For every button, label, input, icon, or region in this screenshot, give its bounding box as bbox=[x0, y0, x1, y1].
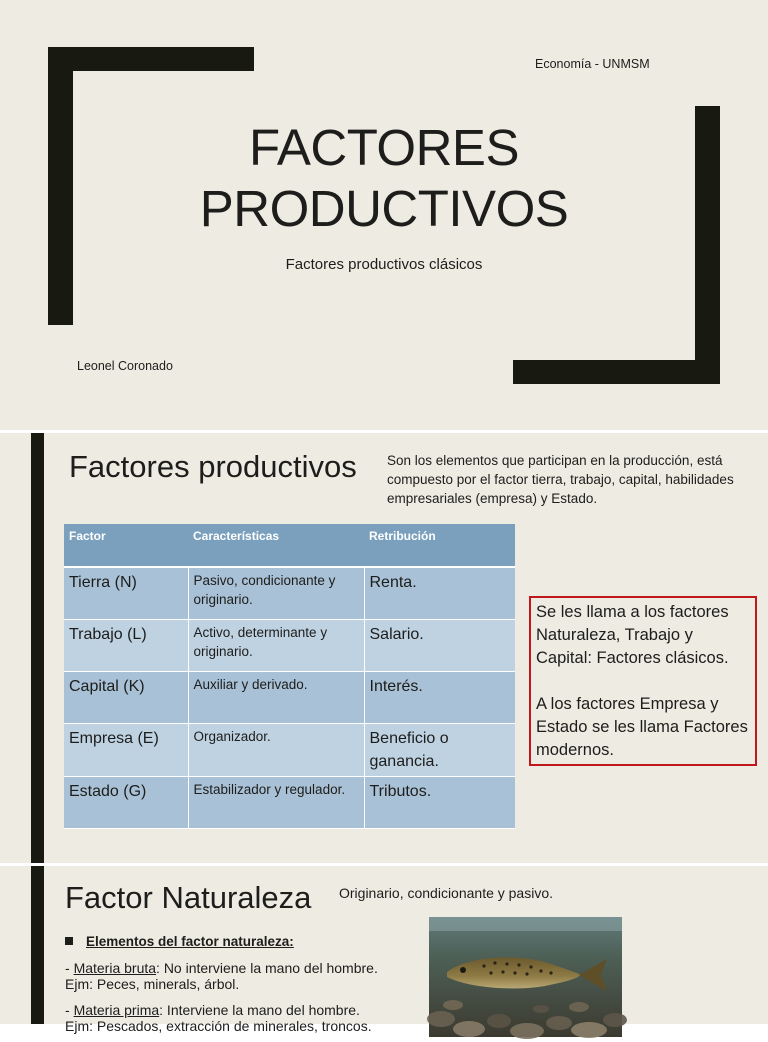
term-materia-prima: Materia prima bbox=[73, 1002, 160, 1018]
factor-cell: Empresa (E) bbox=[64, 723, 188, 776]
materia-prima-text: : Interviene la mano del hombre. Ejm: Pescados, extracción de minerales, troncos. bbox=[65, 1002, 372, 1034]
classic-vs-modern-callout bbox=[529, 596, 757, 766]
slide-description: Son los elementos que participan en la producción, está compuesto por el factor tierra, trabajo, capital, habilidades empresariales (empresa) y Estado. bbox=[387, 453, 734, 506]
factors-table-slide bbox=[0, 433, 768, 863]
slide-title: Factores productivos bbox=[69, 449, 357, 484]
slide-tagline: Originario, condicionante y pasivo. bbox=[339, 885, 554, 901]
callout-paragraph-2: A los factores Empresa y Estado se les llama Factores modernos. bbox=[536, 695, 748, 759]
presentation-subtitle: Factores productivos clásicos bbox=[285, 256, 483, 273]
author-name: Leonel Coronado bbox=[77, 359, 173, 373]
table-row bbox=[64, 567, 515, 619]
materia-bruta-paragraph: - Materia bruta: No interviene la mano del hombre. Ejm: Peces, minerals, árbol. bbox=[65, 960, 378, 992]
table-row bbox=[64, 619, 515, 671]
table-header-row bbox=[64, 524, 515, 567]
factor-cell: Capital (K) bbox=[64, 671, 188, 723]
title-line-1: FACTORES bbox=[249, 119, 519, 176]
presentation-title bbox=[150, 117, 618, 239]
caracteristicas-cell: Organizador. bbox=[188, 723, 364, 776]
retribucion-cell: Tributos. bbox=[364, 776, 515, 828]
retribucion-cell: Beneficio o ganancia. bbox=[364, 723, 515, 776]
term-materia-bruta: Materia bruta bbox=[73, 960, 157, 976]
callout-paragraph-1: Se les llama a los factores Naturaleza, Trabajo y Capital: Factores clásicos. bbox=[536, 603, 729, 667]
column-header-caracteristicas: Características bbox=[188, 524, 364, 567]
nature-factor-slide bbox=[0, 866, 768, 1034]
corner-frame-top-left-vertical bbox=[48, 47, 73, 325]
column-header-factor: Factor bbox=[64, 524, 188, 567]
caracteristicas-cell: Estabilizador y regulador. bbox=[188, 776, 364, 828]
title-line-2: PRODUCTIVOS bbox=[199, 180, 569, 237]
slide-accent-bar bbox=[31, 433, 44, 863]
materia-prima-paragraph: - Materia prima: Interviene la mano del hombre. Ejm: Pescados, extracción de minerales, troncos. bbox=[65, 1002, 372, 1034]
table-row bbox=[64, 723, 515, 776]
factor-cell: Trabajo (L) bbox=[64, 619, 188, 671]
column-header-retribucion: Retribución bbox=[364, 524, 515, 567]
slide-accent-bar bbox=[31, 866, 44, 1024]
title-slide bbox=[0, 0, 768, 430]
factors-table bbox=[64, 524, 515, 829]
retribucion-cell: Interés. bbox=[364, 671, 515, 723]
trout-riverbed-photo bbox=[429, 917, 622, 1037]
caracteristicas-cell: Pasivo, condicionante y originario. bbox=[188, 567, 364, 619]
factor-cell: Tierra (N) bbox=[64, 567, 188, 619]
retribucion-cell: Salario. bbox=[364, 619, 515, 671]
course-label: Economía - UNMSM bbox=[535, 57, 650, 71]
caracteristicas-cell: Auxiliar y derivado. bbox=[188, 671, 364, 723]
square-bullet-icon bbox=[65, 937, 73, 945]
table-row bbox=[64, 776, 515, 828]
factor-cell: Estado (G) bbox=[64, 776, 188, 828]
corner-frame-bottom-right-horizontal bbox=[513, 360, 720, 384]
materia-bruta-text: : No interviene la mano del hombre. Ejm: Peces, minerals, árbol. bbox=[65, 960, 378, 992]
corner-frame-top-left-horizontal bbox=[48, 47, 254, 71]
retribucion-cell: Renta. bbox=[364, 567, 515, 619]
bullet-heading-text: Elementos del factor naturaleza: bbox=[86, 934, 294, 949]
bullet-heading bbox=[65, 934, 294, 949]
corner-frame-bottom-right-vertical bbox=[695, 106, 720, 384]
slide-title: Factor Naturaleza bbox=[65, 880, 312, 915]
table-row bbox=[64, 671, 515, 723]
caracteristicas-cell: Activo, determinante y originario. bbox=[188, 619, 364, 671]
